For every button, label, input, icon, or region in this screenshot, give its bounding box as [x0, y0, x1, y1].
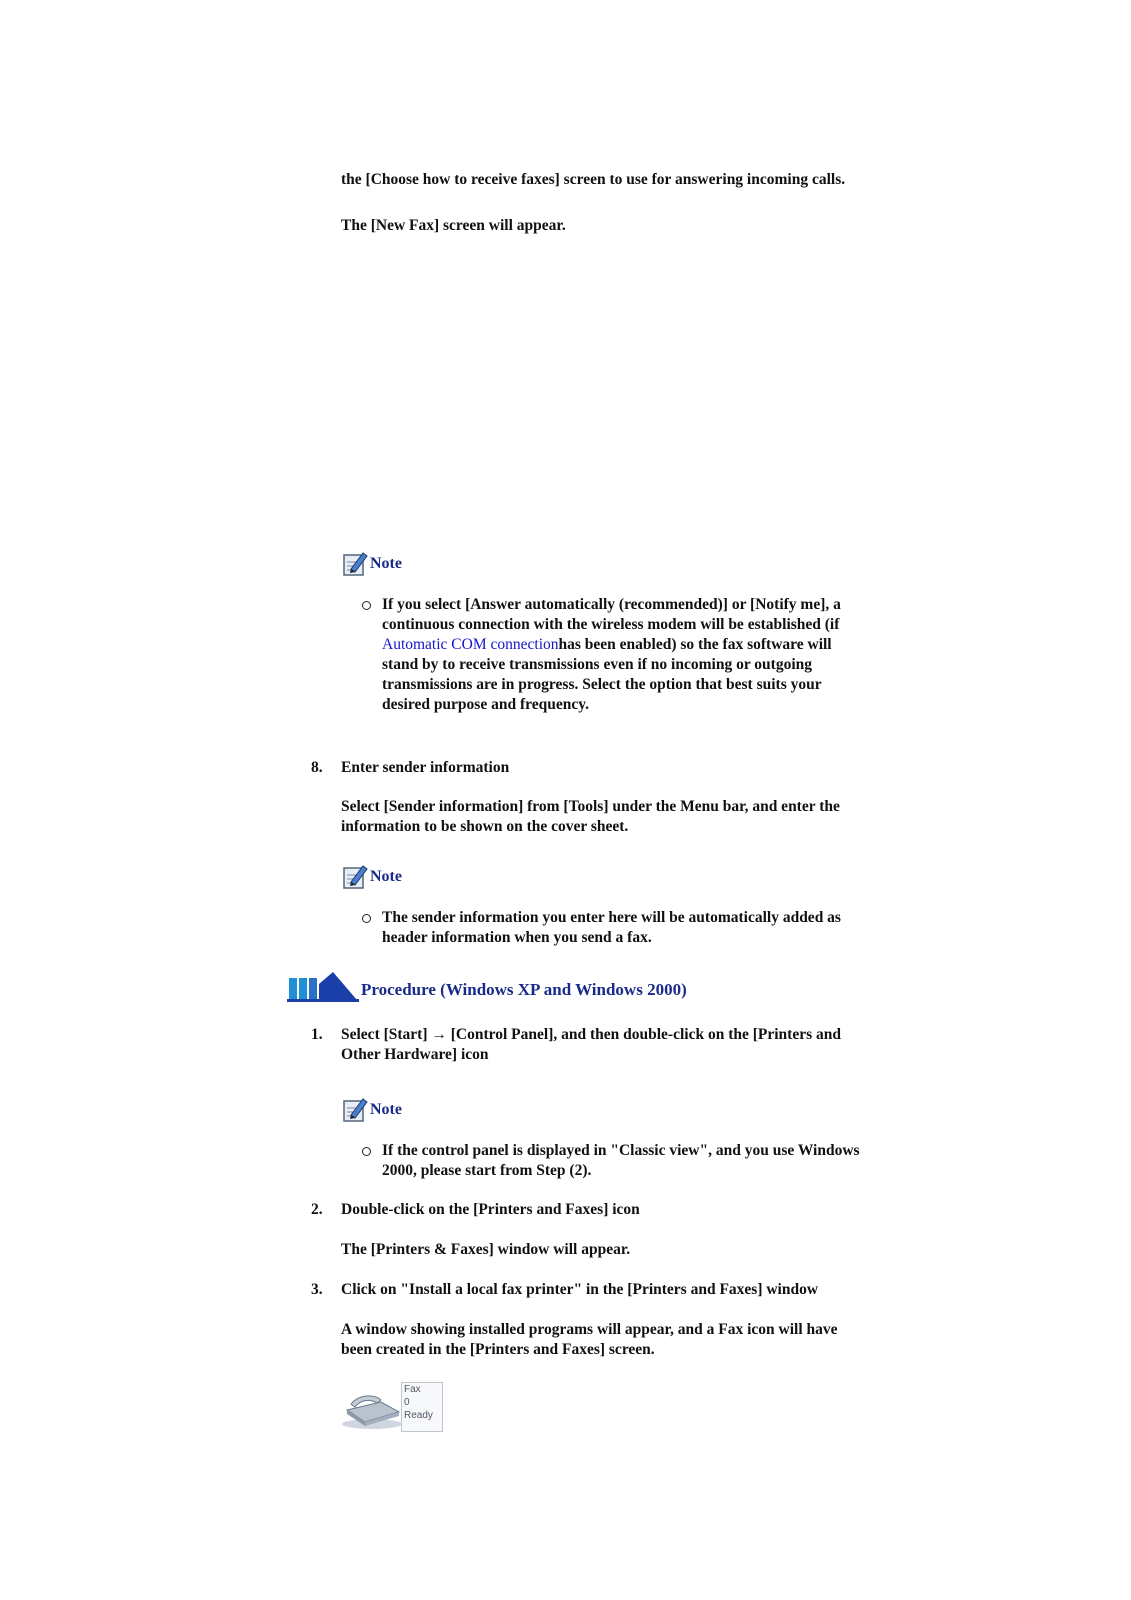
note-pencil-icon	[341, 1095, 369, 1125]
note-label: Note	[370, 868, 402, 885]
step3-number: 3.	[311, 1281, 323, 1298]
note-label: Note	[370, 555, 402, 572]
note-heading-2	[341, 861, 402, 893]
intro-line-2: The [New Fax] screen will appear.	[341, 217, 566, 234]
note2-line-2: header information when you send a fax.	[382, 929, 652, 946]
step8-body-1: Select [Sender information] from [Tools] under the Menu bar, and enter the	[341, 798, 840, 815]
procedure-arrow-icon	[287, 970, 359, 1002]
step8-heading: Enter sender information	[341, 759, 510, 776]
fax-printer-icon-tile[interactable]	[341, 1382, 446, 1432]
fax-name-label: Fax	[404, 1384, 421, 1395]
note1-line-5: transmissions are in progress. Select the option that best suits your	[382, 676, 822, 693]
step8-body-2: information to be shown on the cover sheet.	[341, 818, 629, 835]
step8-number: 8.	[311, 759, 323, 776]
note-pencil-icon	[341, 862, 369, 892]
note2-line-1: The sender information you enter here will be automatically added as	[382, 909, 841, 926]
procedure-title: Procedure (Windows XP and Windows 2000)	[361, 980, 687, 999]
note3-line-1: If the control panel is displayed in "Classic view", and you use Windows	[382, 1142, 860, 1159]
intro-line-1: the [Choose how to receive faxes] screen to use for answering incoming calls.	[341, 171, 846, 188]
fax-machine-icon	[341, 1390, 403, 1430]
fax-count-label: 0	[404, 1397, 410, 1408]
note3-line-2: 2000, please start from Step (2).	[382, 1162, 592, 1179]
automatic-com-connection-link[interactable]: Automatic COM connection	[382, 636, 559, 653]
note1-after-link: has been enabled) so the fax software will	[558, 636, 832, 653]
step2-heading: Double-click on the [Printers and Faxes] icon	[341, 1201, 640, 1218]
fax-status-label: Ready	[404, 1410, 433, 1421]
step2-number: 2.	[311, 1201, 323, 1218]
step1-line-2: Other Hardware] icon	[341, 1046, 489, 1063]
step3-heading: Click on "Install a local fax printer" in the [Printers and Faxes] window	[341, 1281, 819, 1298]
step1-number: 1.	[311, 1026, 323, 1043]
note-heading-1	[341, 548, 402, 580]
bullet-circle	[362, 601, 371, 610]
step1-line-1: Select [Start] → [Control Panel], and then double-click on the [Printers and	[341, 1026, 841, 1043]
bullet-circle	[362, 914, 371, 923]
bullet-circle	[362, 1147, 371, 1156]
note-label: Note	[370, 1101, 402, 1118]
note-heading-3	[341, 1094, 402, 1126]
note1-line-1: If you select [Answer automatically (recommended)] or [Notify me], a	[382, 596, 841, 613]
fax-icon-caption-box	[401, 1382, 443, 1432]
note1-line-3	[382, 635, 832, 655]
step3-body-1: A window showing installed programs will appear, and a Fax icon will have	[341, 1321, 838, 1338]
step3-body-2: been created in the [Printers and Faxes] screen.	[341, 1341, 655, 1358]
note1-line-4: stand by to receive transmissions even if no incoming or outgoing	[382, 656, 812, 673]
note1-line-6: desired purpose and frequency.	[382, 696, 589, 713]
step2-body: The [Printers & Faxes] window will appear.	[341, 1241, 631, 1258]
note-pencil-icon	[341, 549, 369, 579]
note1-line-2: continuous connection with the wireless modem will be established (if	[382, 616, 840, 633]
procedure-heading	[287, 968, 687, 1002]
